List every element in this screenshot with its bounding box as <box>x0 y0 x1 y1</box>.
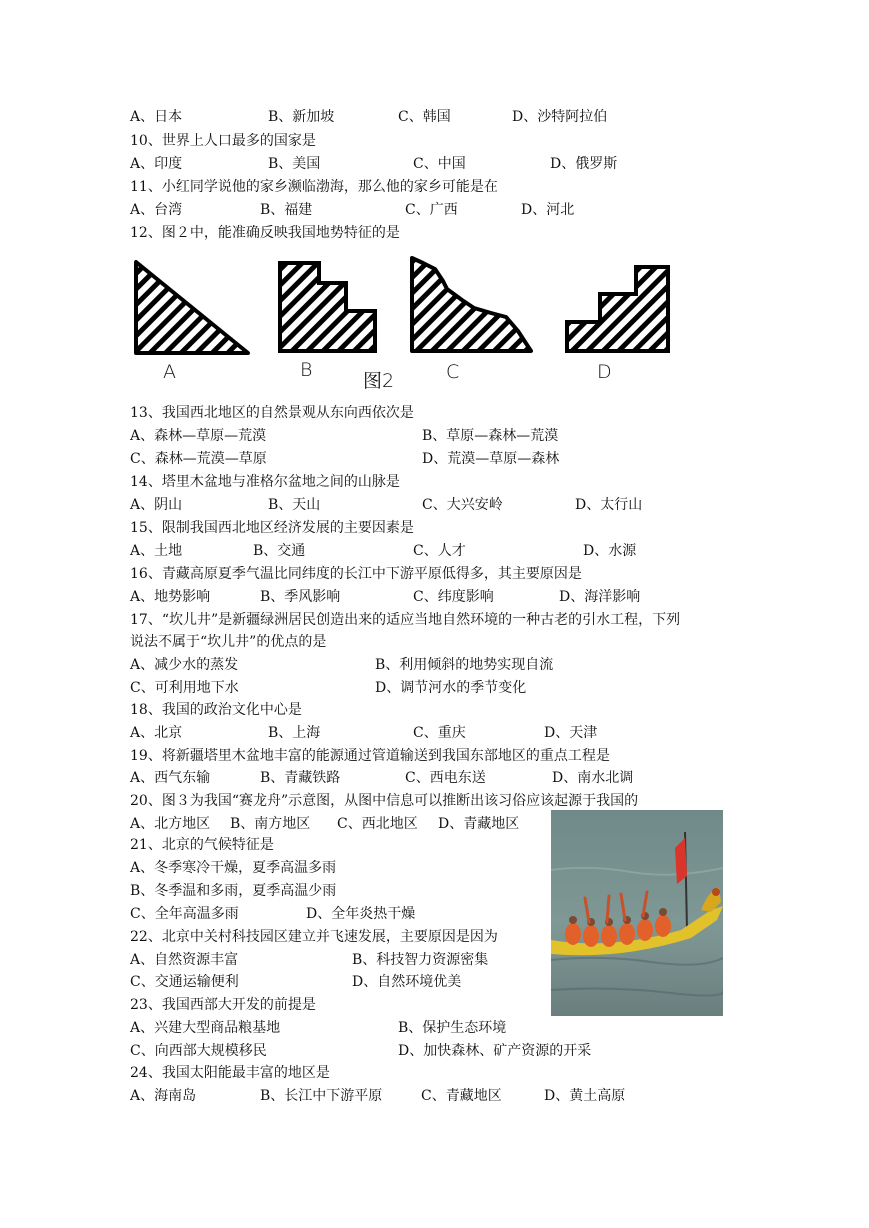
q9-option-b: B、新加坡 <box>268 109 335 125</box>
q10-option-c: C、中国 <box>413 156 466 172</box>
q19-option-d: D、南水北调 <box>552 770 634 786</box>
profile-a-shape <box>136 262 248 353</box>
q21-option-d: D、全年炎热干燥 <box>306 906 416 922</box>
dragon-boat-illustration <box>551 810 723 1016</box>
q10-stem: 10、世界上人口最多的国家是 <box>130 133 316 149</box>
profile-c-label: C <box>446 361 460 383</box>
q24-option-b: B、长江中下游平原 <box>260 1088 383 1104</box>
q24-option-a: A、海南岛 <box>130 1088 197 1104</box>
q15-option-c: C、人才 <box>413 543 466 559</box>
q20-option-c: C、西北地区 <box>337 816 418 832</box>
q17-option-a: A、减少水的蒸发 <box>130 657 239 673</box>
q18-option-b: B、上海 <box>268 725 321 741</box>
profile-b-shape <box>280 263 375 351</box>
q22-stem: 22、北京中关村科技园区建立并飞速发展，主要原因是因为 <box>130 929 498 945</box>
q11-option-b: B、福建 <box>260 202 313 218</box>
profile-a-label: A <box>163 361 176 383</box>
q9-option-a: A、日本 <box>130 109 183 125</box>
q19-option-c: C、西电东送 <box>405 770 486 786</box>
q17-option-c: C、可利用地下水 <box>130 680 239 696</box>
q13-option-d: D、荒漠—草原—森林 <box>422 451 560 467</box>
q24-option-d: D、黄土高原 <box>544 1088 626 1104</box>
q15-option-b: B、交通 <box>253 543 306 559</box>
q21-option-c: C、全年高温多雨 <box>130 906 239 922</box>
q17-stem-line2: 说法不属于“坎儿井”的优点的是 <box>130 634 327 650</box>
q14-option-c: C、大兴安岭 <box>422 497 503 513</box>
q19-option-b: B、青藏铁路 <box>260 770 341 786</box>
q24-option-c: C、青藏地区 <box>421 1088 502 1104</box>
q24-stem: 24、我国太阳能最丰富的地区是 <box>130 1065 330 1081</box>
q18-option-c: C、重庆 <box>413 725 466 741</box>
q20-option-a: A、北方地区 <box>130 816 211 832</box>
q22-option-c: C、交通运输便利 <box>130 974 239 990</box>
q21-stem: 21、北京的气候特征是 <box>130 837 274 853</box>
q20-option-d: D、青藏地区 <box>438 816 520 832</box>
figure-2-terrain-profiles <box>125 250 685 400</box>
q13-stem: 13、我国西北地区的自然景观从东向西依次是 <box>130 405 414 421</box>
q16-option-d: D、海洋影响 <box>559 589 641 605</box>
q22-option-b: B、科技智力资源密集 <box>352 952 489 968</box>
q16-option-c: C、纬度影响 <box>413 589 494 605</box>
q18-option-a: A、北京 <box>130 725 183 741</box>
q18-stem: 18、我国的政治文化中心是 <box>130 702 302 718</box>
q23-option-b: B、保护生态环境 <box>398 1020 507 1036</box>
profile-d-shape <box>567 267 668 351</box>
q20-option-b: B、南方地区 <box>230 816 311 832</box>
q16-stem: 16、青藏高原夏季气温比同纬度的长江中下游平原低得多，其主要原因是 <box>130 566 582 582</box>
q16-option-b: B、季风影响 <box>260 589 341 605</box>
figure-2-caption: 图2 <box>363 370 395 392</box>
q22-option-d: D、自然环境优美 <box>352 974 462 990</box>
q20-stem: 20、图３为我国“赛龙舟”示意图，从图中信息可以推断出该习俗应该起源于我国的 <box>130 793 639 809</box>
profile-c-shape <box>412 258 531 351</box>
figure-3-dragon-boat-photo <box>551 810 723 1016</box>
q23-option-d: D、加快森林、矿产资源的开采 <box>398 1043 592 1059</box>
q21-option-a: A、冬季寒冷干燥，夏季高温多雨 <box>130 860 337 876</box>
q23-stem: 23、我国西部大开发的前提是 <box>130 997 316 1013</box>
q11-option-a: A、台湾 <box>130 202 183 218</box>
q17-option-b: B、利用倾斜的地势实现自流 <box>375 657 554 673</box>
q9-option-c: C、韩国 <box>398 109 451 125</box>
q17-option-d: D、调节河水的季节变化 <box>375 680 527 696</box>
q19-stem: 19、将新疆塔里木盆地丰富的能源通过管道输送到我国东部地区的重点工程是 <box>130 748 610 764</box>
q10-option-a: A、印度 <box>130 156 183 172</box>
q23-option-c: C、向西部大规模移民 <box>130 1043 267 1059</box>
q14-option-a: A、阴山 <box>130 497 183 513</box>
q13-option-c: C、森林—荒漠—草原 <box>130 451 267 467</box>
q22-option-a: A、自然资源丰富 <box>130 952 239 968</box>
q16-option-a: A、地势影响 <box>130 589 211 605</box>
q11-stem: 11、小红同学说他的家乡濒临渤海，那么他的家乡可能是在 <box>130 179 498 195</box>
q15-option-d: D、水源 <box>583 543 637 559</box>
q13-option-b: B、草原—森林—荒漠 <box>422 428 559 444</box>
q17-stem-line1: 17、“坎儿井”是新疆绿洲居民创造出来的适应当地自然环境的一种古老的引水工程，下列 <box>130 612 681 628</box>
profile-d-label: D <box>597 361 612 383</box>
q10-option-d: D、俄罗斯 <box>550 156 618 172</box>
q9-option-d: D、沙特阿拉伯 <box>512 109 608 125</box>
q21-option-b: B、冬季温和多雨，夏季高温少雨 <box>130 883 337 899</box>
q15-option-a: A、土地 <box>130 543 183 559</box>
q11-option-d: D、河北 <box>521 202 575 218</box>
q15-stem: 15、限制我国西北地区经济发展的主要因素是 <box>130 520 414 536</box>
profile-b-label: B <box>300 359 313 381</box>
q14-stem: 14、塔里木盆地与准格尔盆地之间的山脉是 <box>130 474 400 490</box>
q18-option-d: D、天津 <box>544 725 598 741</box>
q14-option-b: B、天山 <box>268 497 321 513</box>
q12-stem: 12、图２中，能准确反映我国地势特征的是 <box>130 225 400 241</box>
q13-option-a: A、森林—草原—荒漠 <box>130 428 267 444</box>
q23-option-a: A、兴建大型商品粮基地 <box>130 1020 281 1036</box>
q11-option-c: C、广西 <box>405 202 458 218</box>
q10-option-b: B、美国 <box>268 156 321 172</box>
q14-option-d: D、太行山 <box>575 497 643 513</box>
q19-option-a: A、西气东输 <box>130 770 211 786</box>
